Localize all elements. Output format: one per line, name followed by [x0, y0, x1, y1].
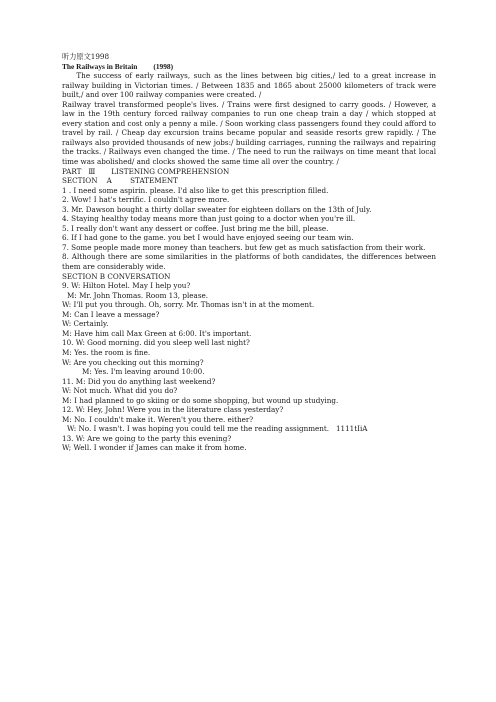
statement-item: 4. Staying healthy today means more than just going to a doctor when you're ill. [62, 214, 356, 224]
statement-item: 6. If I had gone to the game. you bet I would have enjoyed seeing our team win. [62, 233, 354, 243]
part-heading [62, 167, 436, 177]
conversation-line: W: Are you checking out this morning? [62, 357, 204, 367]
conversation-line: M: I had planned to go skiing or do some shopping, but wound up studying. [62, 395, 339, 405]
conversation-line-text: W: No. I wasn't. I was hoping you could tell me the reading assignment. [67, 424, 330, 434]
statement-item: 8. Although there are some similarities in the platforms of both candidates, the differences between them are considerably wide. [62, 252, 436, 272]
section-a-heading [62, 176, 436, 186]
conversation-line: M: Yes. the room is fine. [62, 347, 151, 357]
statement-item: 1 . I need some aspirin. please. I'd also like to get this prescription filled. [62, 185, 329, 195]
conversation-line: W: I'll put you through. Oh, sorry. Mr. Thomas isn't in at the moment. [62, 300, 315, 310]
passage-paragraph-2: Railway travel transformed people's lives. / Trains were first designed to carry goods. / However, a law in the 19th century forced railway companies to run one cheap train a day / which stopped at every station and cost only a penny a mile. / Soon working class passengers found they could afford to travel by rail. / Cheap day excursion trains became popular and seaside resorts grew rapidly. / The railways also provided thousands of new jobs:/ building carriages, running the railways and repairing the tracks. / Railways even changed the time. / The need to run the railways on time meant that local time was abolished/ and clocks showed the same time all over the country. / [62, 99, 436, 167]
stray-mark: 1111tIiA [335, 424, 368, 434]
conversation-line: M: Mr. John Thomas. Room 13, please. [67, 290, 209, 300]
statement-item: 2. Wow! I hat's terrific. I couldn't agree more. [62, 195, 230, 205]
conversation-line: W; Well. I wonder if James can make it from home. [62, 443, 247, 453]
statement-item: 7. Some people made more money than teachers. but few get as much satisfaction from their work. [62, 242, 426, 252]
conversation-line: 10. W: Good morning. did you sleep well last night? [62, 338, 250, 348]
conversation-line: 13. W: Are we going to the party this evening? [62, 433, 232, 443]
conversation-line: M: Have him call Max Green at 6:00. It's important. [62, 328, 252, 338]
section-a-word: SECTION [62, 176, 98, 186]
part-numeral: Ⅲ [88, 166, 96, 176]
conversation-line: 11. M: Did you do anything last weekend? [62, 376, 216, 386]
section-b-heading: SECTION B CONVERSATION [62, 271, 171, 281]
conversation-line: 9. W: Hilton Hotel. May I help you? [62, 281, 191, 291]
conversation-line: 12. W: Hey, John! Were you in the literature class yesterday? [62, 405, 284, 415]
conversation-line [62, 424, 436, 434]
conversation-line: W: Certainly. [62, 319, 109, 329]
statement-item: 3. Mr. Dawson bought a thirty dollar sweater for eighteen dollars on the 13th of July. [62, 204, 372, 214]
passage-paragraph-1: The success of early railways, such as the lines between big cities,/ led to a great increase in railway building in Victorian times. / Between 1835 and 1865 about 25000 kilometers of track were built,/ and over 100 railway companies were created. / [62, 71, 436, 100]
part-label: PART [62, 166, 82, 176]
title-year: (1998) [153, 61, 174, 71]
title-text: The Railways in Britain [62, 61, 138, 71]
document-header: 听力原文1998 [62, 52, 110, 61]
document-title [62, 62, 436, 72]
statement-item: 5. I really don't want any dessert or coffee. Just bring me the bill, please. [62, 223, 329, 233]
section-a-letter: A [106, 176, 112, 186]
conversation-line: W: Not much. What did you do? [62, 386, 178, 396]
conversation-line: M: Yes. I'm leaving around 10:00. [82, 367, 205, 377]
conversation-line: M: Can I leave a message? [62, 309, 160, 319]
conversation-line: M: No. I couldn't make it. Weren't you there. either? [62, 414, 254, 424]
section-a-label: STATEMENT [130, 176, 178, 186]
part-title: LISTENING COMPREHENSION [111, 166, 230, 176]
document-body [62, 52, 436, 453]
